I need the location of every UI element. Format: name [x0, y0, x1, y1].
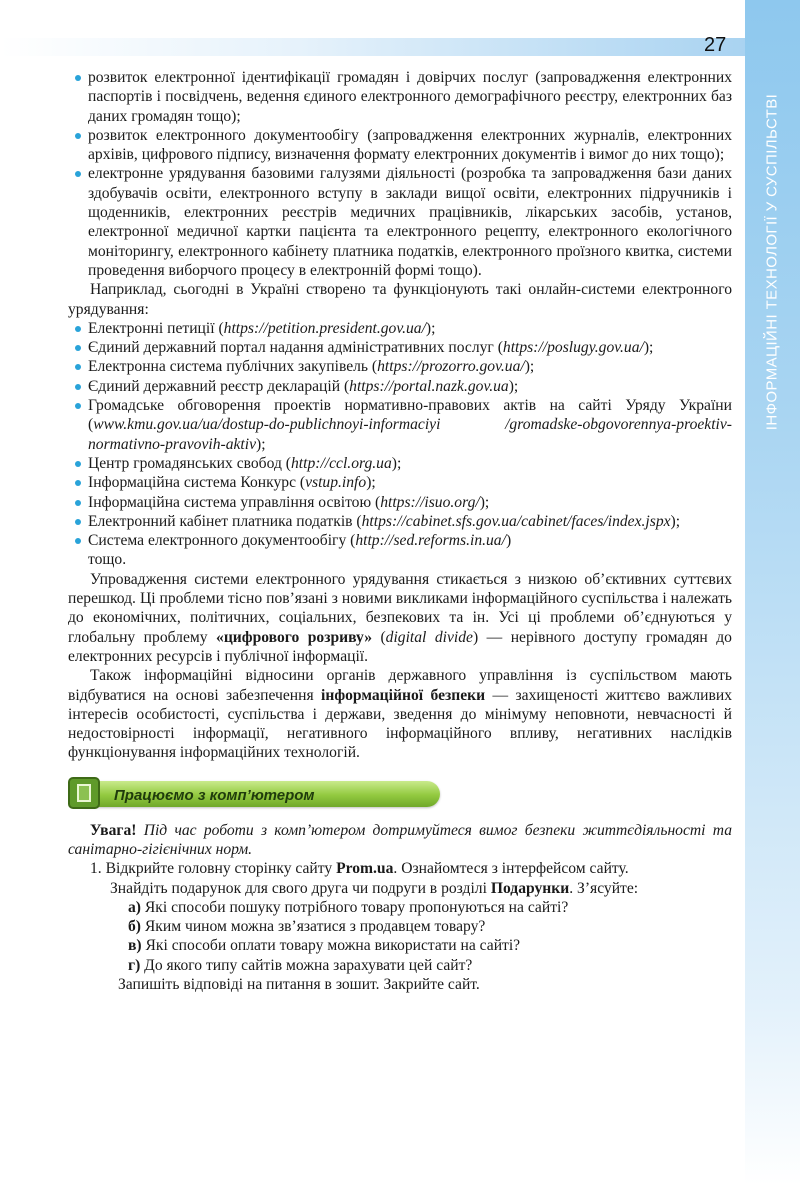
- warning-text: Увага! Під час роботи з комп’ютером дотримуйтеся вимог безпеки життєдіяльності та санітарно-гігієнічних норм.: [68, 821, 732, 858]
- banner-title: Працюємо з комп’ютером: [114, 786, 315, 804]
- page-number: 27: [704, 34, 727, 56]
- sidebar-title: ІНФОРМАЦІЙНІ ТЕХНОЛОГІЇ У СУСПІЛЬСТВІ: [763, 93, 781, 431]
- system-item: Система електронного документообігу (http://sed.reforms.in.ua/): [68, 531, 732, 550]
- tosho-text: тощо.: [88, 551, 127, 569]
- task-line: 1. Відкрийте головну сторінку сайту Prom.ua. Ознайомтеся з інтерфейсом сайту.: [90, 860, 629, 878]
- system-item: Єдиний державний портал надання адміністративних послуг (https://poslugy.gov.ua/);: [68, 338, 732, 357]
- system-item: Центр громадянських свобод (http://ccl.org.ua);: [68, 454, 732, 473]
- system-url[interactable]: https://isuo.org/: [380, 493, 480, 511]
- list-item: розвиток електронної ідентифікації громадян і довірчих послуг (запровадження електронних паспортів і посвідчень, ведення єдиного електронного демографічного реєстру, електронних баз даних громадян тощо);: [68, 68, 732, 126]
- system-url[interactable]: https://prozorro.gov.ua/: [377, 358, 525, 376]
- system-url[interactable]: http://ccl.org.ua: [291, 454, 392, 472]
- system-item: Інформаційна система управління освітою (https://isuo.org/);: [68, 493, 732, 512]
- system-url[interactable]: www.kmu.gov.ua/ua/dostup-do-publichnoyi-informaciyi /gromadske-obgovorennya-proektiv-normativno-pravovih-aktiv: [88, 416, 732, 453]
- list-item: розвиток електронного документообігу (запровадження електронних журналів, електронних архівів, цифрового підпису, визначення формату електронних документів і вимог до них тощо);: [68, 126, 732, 165]
- system-item: Електронна система публічних закупівель (https://prozorro.gov.ua/);: [68, 357, 732, 376]
- question-item: г) До якого типу сайтів можна зарахувати цей сайт?: [128, 956, 473, 974]
- section-banner: [68, 777, 732, 811]
- list-item: електронне урядування базовими галузями діяльності (розробка та запровадження бази даних здобувачів освіти, електронного вступу в заклади вищої освіти, електронних підручників і щоденників, електронних реєстрів медичних працівників, лікарських засобів, установ, електронної медичної картки пацієнта та електронного рецепту, електронного екологічного моніторингу, електронного кабінету платника податків, електронного проїзного квитка, системи проведення виборчого процесу в електронній формі тощо).: [68, 164, 732, 280]
- paragraph-info-security: Також інформаційні відносини органів державного управління із суспільством мають відбуватися на основі забезпечення інформаційної безпеки — захищеності життєво важливих інтересів особистості, суспільства і держави, зведення до мінімуму неповноти, невчасності й недостовірності інформації, негативного інформаційного впливу, негативних наслідків функціонування інформаційних технологій.: [68, 667, 732, 762]
- system-url[interactable]: vstup.info: [305, 474, 367, 492]
- task-line: Знайдіть подарунок для свого друга чи подруги в розділі Подарунки. З’ясуйте:: [110, 879, 639, 897]
- system-item: Інформаційна система Конкурс (vstup.info);: [68, 473, 732, 492]
- system-item: Електронний кабінет платника податків (https://cabinet.sfs.gov.ua/cabinet/faces/index.jspx);: [68, 512, 732, 531]
- system-url[interactable]: https://portal.nazk.gov.ua: [349, 377, 509, 395]
- question-item: в) Які способи оплати товару можна використати на сайті?: [128, 937, 521, 955]
- paragraph-intro: Наприклад, сьогодні в Україні створено та функціонують такі онлайн-системи електронного урядування:: [68, 281, 732, 318]
- question-item: б) Яким чином можна зв’язатися з продавцем товару?: [128, 918, 486, 936]
- system-item: Єдиний державний реєстр декларацій (https://portal.nazk.gov.ua);: [68, 377, 732, 396]
- paragraph-digital-divide: Упровадження системи електронного урядування стикається з низкою об’єктивних суттєвих перешкод. Ці проблеми тісно пов’язані з новими викликами інформаційного суспільства і належать до економічних, політичних, соціальних, безпекових та ін. Усі ці проблеми об’єднуються у глобальну проблему «цифрового розриву» (digital divide) — нерівного доступу громадян до електронних ресурсів і публічної інформації.: [68, 570, 732, 665]
- system-url[interactable]: https://petition.president.gov.ua/: [223, 319, 426, 337]
- page-content: [68, 68, 732, 994]
- system-url[interactable]: http://sed.reforms.in.ua/: [355, 532, 506, 550]
- system-item: Громадське обговорення проектів нормативно-правових актів на сайті Уряду України (www.kmu.gov.ua/ua/dostup-do-publichnoyi-informaciyi /gromadske-obgovorennya-proektiv-normativno-pravovih-aktiv);: [68, 396, 732, 454]
- header-bar: [0, 38, 745, 56]
- task-final: Запишіть відповіді на питання в зошит. Закрийте сайт.: [118, 976, 480, 994]
- system-url[interactable]: https://cabinet.sfs.gov.ua/cabinet/faces/index.jspx: [361, 512, 671, 530]
- computer-icon: [68, 777, 100, 809]
- system-item: Електронні петиції (https://petition.president.gov.ua/);: [68, 319, 732, 338]
- system-url[interactable]: https://poslugy.gov.ua/: [502, 339, 644, 357]
- question-item: а) Які способи пошуку потрібного товару пропонуються на сайті?: [128, 898, 569, 916]
